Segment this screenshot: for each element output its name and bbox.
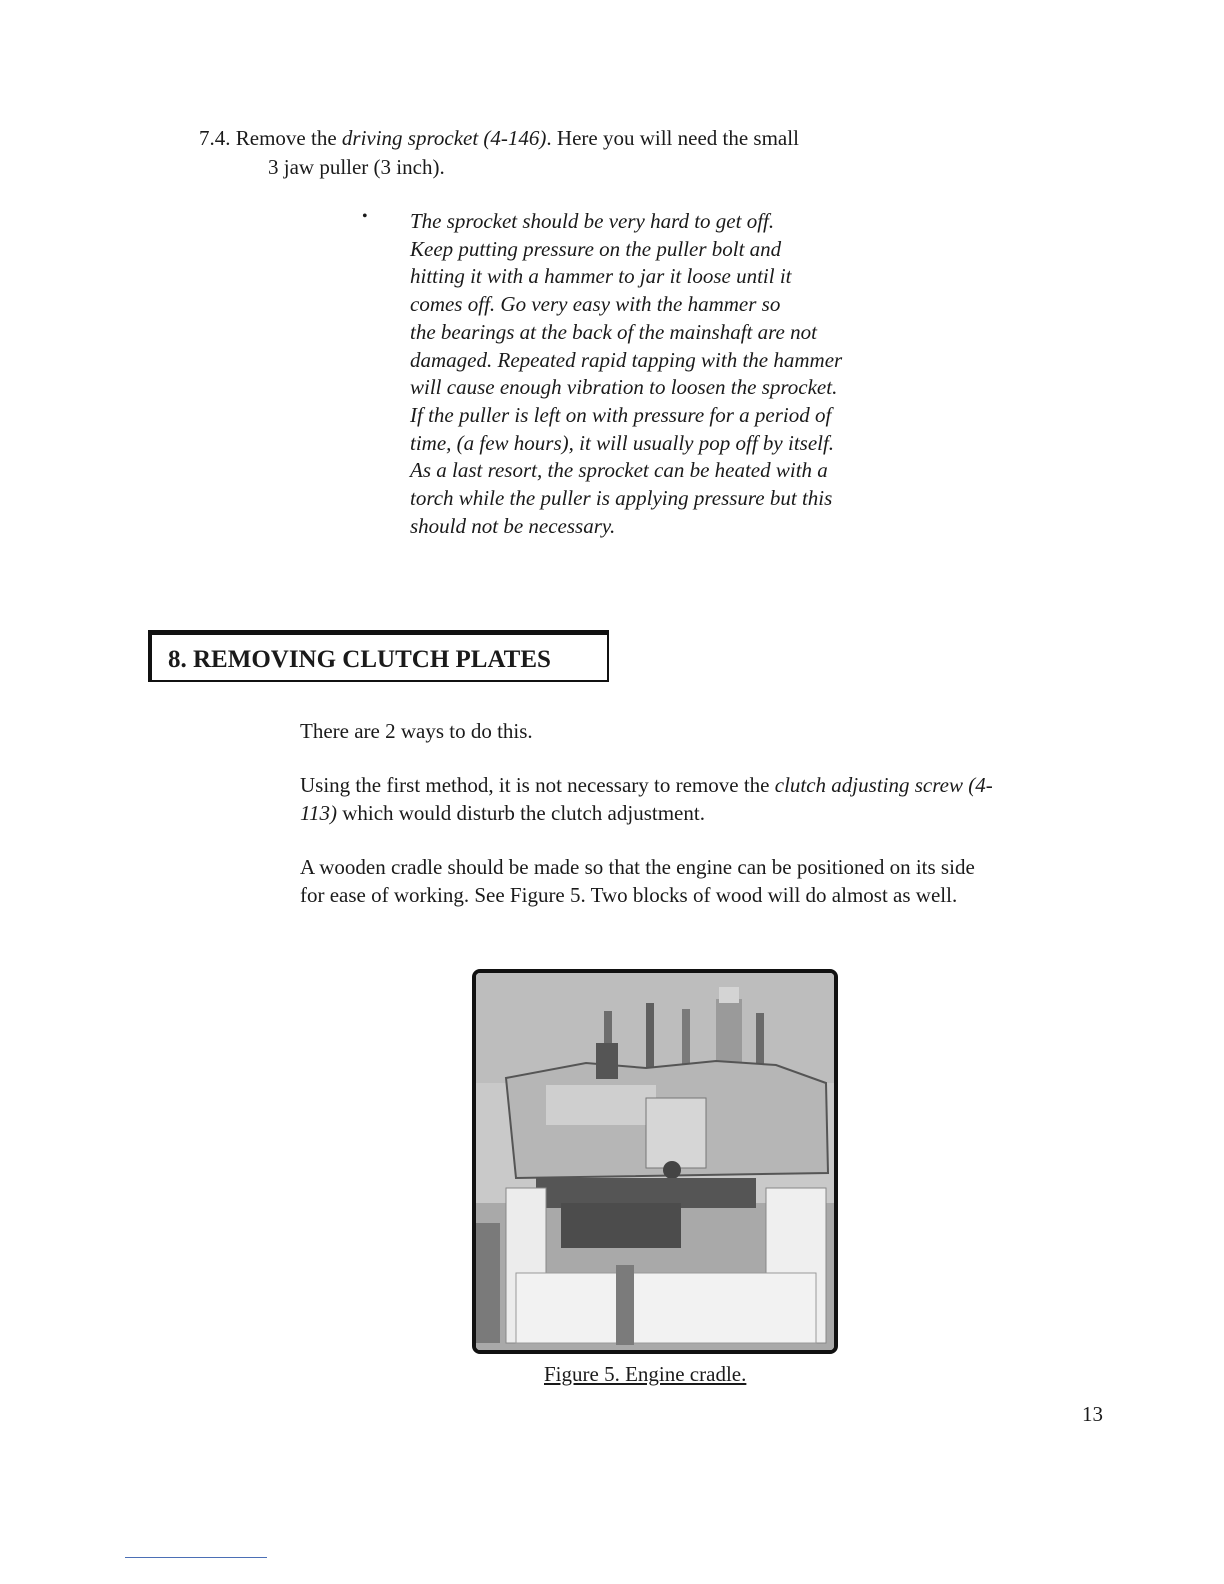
note-line: If the puller is left on with pressure for a period of [410,402,832,427]
footer-rule [125,1557,267,1558]
note-line: should not be necessary. [410,513,616,538]
figure-caption: Figure 5. Engine cradle. [544,1362,747,1386]
section-heading: 8. REMOVING CLUTCH PLATES [168,646,551,673]
step-7-4-line-2: 3 jaw puller (3 inch). [268,155,445,179]
step-rest-text: . Here you will need the small [546,126,799,150]
note-line: Keep putting pressure on the puller bolt and [410,236,782,261]
note-line: comes off. Go very easy with the hammer so [410,292,781,317]
sprocket-note [410,208,930,540]
note-line: will cause enough vibration to loosen the sprocket. [410,375,838,400]
step-number: 7.4. [199,126,231,150]
note-line: torch while the puller is applying pressure but this [410,486,833,511]
paragraph-wooden-cradle: A wooden cradle should be made so that the engine can be positioned on its side for ease of working. See Figure 5. Two blocks of wood will do almost as well. [300,855,975,907]
note-bullet: • [362,208,368,225]
engine-cradle-photo [472,969,838,1354]
note-line: time, (a few hours), it will usually pop off by itself. [410,430,835,455]
note-line: the bearings at the back of the mainshaft are not [410,319,817,344]
paragraph-first-method-b: which would disturb the clutch adjustment. [336,801,705,825]
step-7-4-line-1 [199,124,999,152]
page-number: 13 [1082,1402,1103,1426]
paragraph-first-method [300,771,1000,827]
clutch-screw-reference: clutch adjusting screw (4-113) [300,773,993,825]
engine-cradle-illustration [476,973,834,1350]
note-line: As a last resort, the sprocket can be heated with a [410,458,828,483]
note-line: The sprocket should be very hard to get off. [410,209,775,233]
paragraph-first-method-a: Using the first method, it is not necessary to remove the [300,773,775,797]
note-line: damaged. Repeated rapid tapping with the hammer [410,347,843,372]
step-lead-text: Remove the [230,126,342,150]
paragraph-ways: There are 2 ways to do this. [300,719,533,743]
note-line: hitting it with a hammer to jar it loose until it [410,264,792,289]
part-reference: driving sprocket (4-146) [341,126,547,150]
